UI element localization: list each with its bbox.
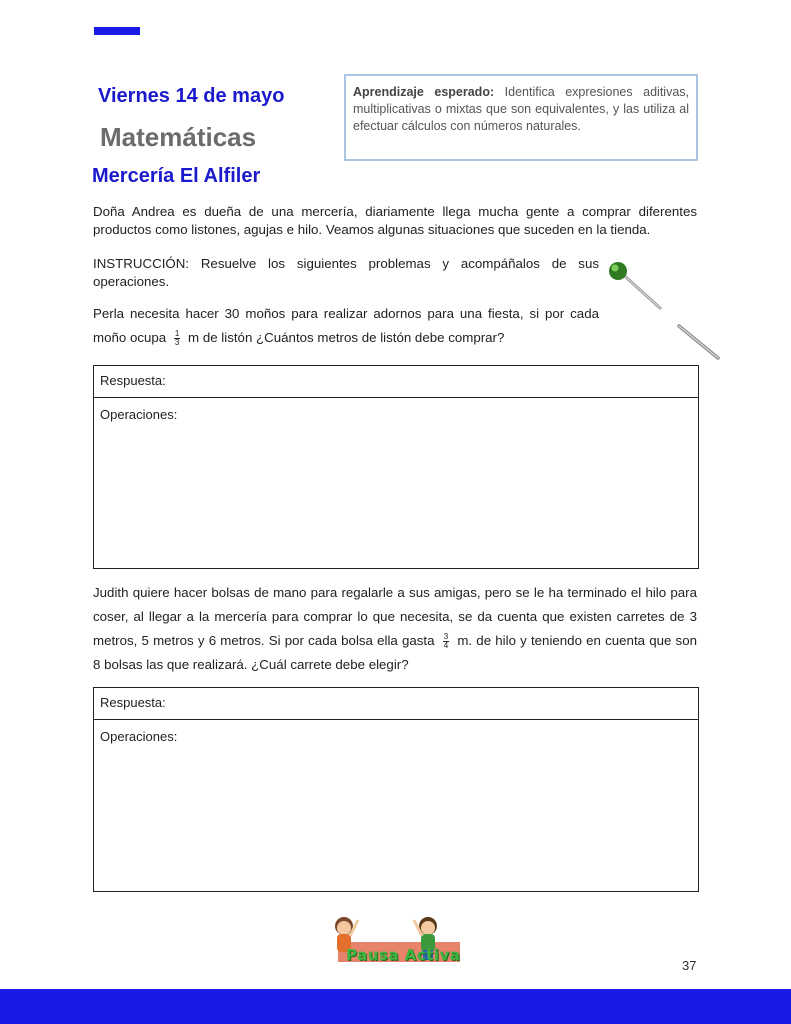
problem-2 <box>93 581 697 677</box>
operations-label: Operaciones: <box>100 729 178 744</box>
learning-goal-label: Aprendizaje esperado: <box>353 85 495 99</box>
subject-heading: Matemáticas <box>100 122 257 152</box>
problem-2-text-after: m. de hilo y teniendo en cuenta que son 8 bolsas las que realizará. ¿Cuál carrete debe elegir? <box>93 633 697 672</box>
date-heading: Viernes 14 de mayo <box>98 85 285 107</box>
pause-activa-logo-text: Pausa Activa <box>346 946 461 964</box>
problem-1-text-before: Perla necesita hacer 30 moños para realizar adornos para una fiesta, si por cada moño ocupa <box>93 306 599 345</box>
problem-1-text-after: m de listón ¿Cuántos metros de listón debe comprar? <box>188 330 505 345</box>
intro-paragraph: Doña Andrea es dueña de una mercería, diariamente llega mucha gente a comprar diferentes productos como listones, agujas e hilo. Veamos algunas situaciones que suceden en la tienda. <box>93 204 697 237</box>
page-number: 37 <box>682 958 697 973</box>
fraction-denominator: 3 <box>174 337 180 347</box>
fraction-numerator: 3 <box>443 631 449 641</box>
problem-1 <box>93 302 599 350</box>
answer-box-2 <box>93 687 699 892</box>
pause-activa-logo <box>328 912 462 968</box>
learning-goal-text: Identifica expresiones aditivas, multiplicativas o mixtas que son equivalentes, y las utiliza al efectuar cálculos con números naturales. <box>353 85 689 133</box>
learning-goal-box <box>344 74 698 161</box>
answer-box-1 <box>93 365 699 569</box>
lesson-title: Mercería El Alfiler <box>92 165 261 187</box>
bottom-accent-bar <box>0 989 791 1024</box>
pin-icon <box>606 258 666 313</box>
fraction-denominator: 4 <box>443 640 449 650</box>
fraction-three-quarters <box>443 633 449 650</box>
top-accent-bar <box>94 27 140 35</box>
operations-field[interactable] <box>94 720 698 744</box>
instruction-paragraph: INSTRUCCIÓN: Resuelve los siguientes problemas y acompáñalos de sus operaciones. <box>93 256 599 289</box>
answer-field[interactable] <box>94 688 698 720</box>
needle-icon <box>676 322 722 362</box>
answer-label: Respuesta: <box>100 373 166 388</box>
answer-field[interactable] <box>94 366 698 398</box>
operations-field[interactable] <box>94 398 698 422</box>
fraction-numerator: 1 <box>174 328 180 338</box>
operations-label: Operaciones: <box>100 407 178 422</box>
problem-2-text-before: Judith quiere hacer bolsas de mano para regalarle a sus amigas, pero se le ha terminado el hilo para coser, al llegar a la mercería para comprar lo que necesita, se da cuenta que existen carretes de 3 metros, 5 metros y 6 metros. Si por cada bolsa ella gasta <box>93 585 697 648</box>
fraction-one-third <box>174 330 180 347</box>
answer-label: Respuesta: <box>100 695 166 710</box>
